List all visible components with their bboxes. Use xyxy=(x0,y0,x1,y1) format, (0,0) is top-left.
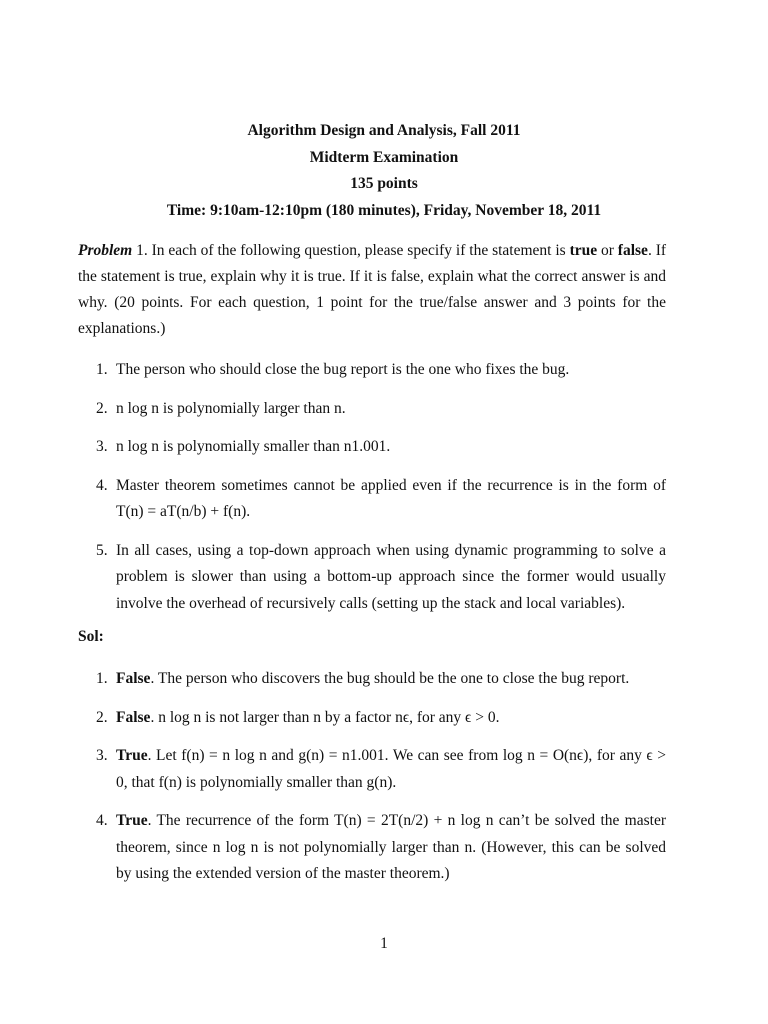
answer-text: . Let f(n) = n log n and g(n) = n1.001. We can see from log n = O(nϵ), for any ϵ > 0, that f(n) is polynomially smaller than g(n). xyxy=(116,747,666,791)
question-item xyxy=(78,396,666,423)
answer-verdict: False xyxy=(116,670,151,687)
question-number: 1. xyxy=(96,361,108,378)
total-points: 135 points xyxy=(350,175,418,192)
question-number: 5. xyxy=(96,541,108,559)
question-item xyxy=(78,434,666,461)
answer-text: . The person who discovers the bug should be the one to close the bug report. xyxy=(150,670,630,687)
answer-item xyxy=(78,743,666,796)
question-item xyxy=(78,473,666,526)
answer-verdict: True xyxy=(116,747,148,764)
answer-verdict: False xyxy=(116,708,151,726)
answer-text: . The recurrence of the form T(n) = 2T(n/2) + n log n can’t be solved the master theorem, since n log n is not polynomially larger than n. (However, this can be solved by using the extended version of the master theorem.) xyxy=(116,812,666,882)
question-text: n log n is polynomially larger than n. xyxy=(116,399,346,417)
exam-header xyxy=(0,118,768,224)
problem-text-2: or xyxy=(601,242,614,259)
question-number: 4. xyxy=(96,476,108,494)
false-word: false xyxy=(617,242,648,259)
question-text: The person who should close the bug report is the one who fixes the bug. xyxy=(116,361,570,378)
exam-title: Midterm Examination xyxy=(309,148,459,166)
answer-number: 1. xyxy=(96,670,108,687)
solution-label: Sol: xyxy=(78,628,104,645)
question-item xyxy=(78,357,666,384)
question-text: Master theorem sometimes cannot be applied even if the recurrence is in the form of T(n) = aT(n/b) + f(n). xyxy=(116,476,666,520)
true-word: true xyxy=(569,242,598,259)
exam-time: Time: 9:10am-12:10pm (180 minutes), Friday, November 18, 2011 xyxy=(166,201,602,219)
answer-item xyxy=(78,666,666,693)
answer-number: 3. xyxy=(96,747,108,764)
question-item xyxy=(78,538,666,618)
problem-statement xyxy=(78,238,666,342)
answer-number: 4. xyxy=(96,812,108,829)
problem-text-3: . If the statement is true, explain why it is true. If it is false, explain what the correct answer is and why. (20 points. For each question, 1 point for the true/false answer and 3 points for the explanations.) xyxy=(78,242,667,337)
problem-text-1: In each of the following question, please specify if the statement is xyxy=(151,242,566,259)
answer-item xyxy=(78,705,666,732)
course-title: Algorithm Design and Analysis, Fall 2011 xyxy=(247,122,521,139)
page-number: 1 xyxy=(380,935,388,952)
answer-list xyxy=(78,666,666,888)
question-number: 2. xyxy=(96,399,108,417)
question-text: In all cases, using a top-down approach when using dynamic programming to solve a problem is slower than using a bottom-up approach since the former would usually involve the overhead of recursively calls (setting up the stack and local variables). xyxy=(116,541,666,612)
problem-label: Problem xyxy=(78,242,133,259)
question-list xyxy=(78,357,666,617)
question-text: n log n is polynomially smaller than n1.001. xyxy=(116,438,391,455)
problem-number: 1. xyxy=(136,242,148,259)
question-number: 3. xyxy=(96,438,108,455)
answer-number: 2. xyxy=(96,708,108,726)
answer-text: . n log n is not larger than n by a factor nϵ, for any ϵ > 0. xyxy=(150,708,500,726)
answer-item xyxy=(78,808,666,888)
answer-verdict: True xyxy=(116,812,148,829)
